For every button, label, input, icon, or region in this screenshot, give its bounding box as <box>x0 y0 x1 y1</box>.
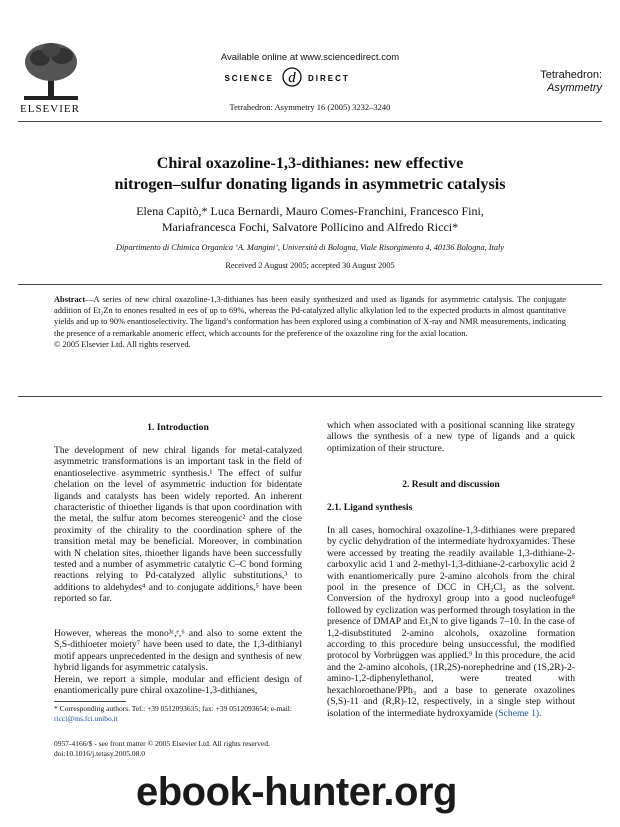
authors-line-2: Mariafrancesca Fochi, Salvatore Pollicino and Alfredo Ricci* <box>161 220 459 234</box>
abstract-top-rule <box>18 284 602 285</box>
ligand-synthesis-paragraph <box>327 525 575 719</box>
authors-line-1: Elena Capitò,* Luca Bernardi, Mauro Comes-Franchini, Francesco Fini, <box>136 204 484 218</box>
svg-text:d: d <box>288 70 296 86</box>
authors <box>0 203 620 235</box>
scheme-1-link[interactable]: (Scheme 1). <box>495 707 542 719</box>
title-line-1: Chiral oxazoline-1,3-dithianes: new effective <box>156 154 464 172</box>
affiliation: Dipartimento di Chimica Organica ‘A. Mangini’, Università di Bologna, Viale Risorgimento 4, 40136 Bologna, Italy <box>116 243 504 252</box>
continued-paragraph: which when associated with a positional scanning like strategy allows the synthesis of a new type of ligands and a quick optimization of their structure. <box>327 420 575 454</box>
journal-name-line2: Asymmetry <box>547 82 602 94</box>
intro-paragraph-2: However, whereas the mono³ᶜ,ᵉ,⁶ and also to some extent the S,S-dithioeter moiety⁷ have been used to date, the 1,3-dithianyl motif appears unprecedented in the design and synthesis of new hybrid ligands for asymmetric catalysis. <box>54 628 302 674</box>
header-rule <box>18 121 602 122</box>
issn-line: 0957-4166/$ - see front matter © 2005 Elsevier Ltd. All rights reserved. <box>54 739 270 748</box>
title-line-2: nitrogen–sulfur donating ligands in asymmetric catalysis <box>114 175 506 193</box>
abstract-text: —A series of new chiral oxazoline-1,3-dithianes has been easily synthesized and used as ligands for asymmetric catalysis. The conjugate addition of Et₂Zn to enones resulted in ees of up to 69%, whereas the Pd-catalyzed allylic alkylation led to the expected products in almost quantitative yields and up to 90% enantioselectivity. The ligand’s conformation has been explored using a combination of X-ray and NMR measurements, indicating the presence of a remarkable anomeric effect, which accounts for the preference of the oxazoline ring for the axial location. <box>54 295 566 338</box>
doi-line: doi:10.1016/j.tetasy.2005.08.0 <box>54 748 145 758</box>
available-online: Available online at www.sciencedirect.com <box>220 52 400 63</box>
footnote-rule <box>54 701 126 702</box>
article-title <box>0 153 620 195</box>
intro-paragraph-1: The development of new chiral ligands for metal-catalyzed asymmetric transformations is an important task in the field of enantioselective asymmetric synthesis.¹ The effect of sulfur chelation on the level of asymmetric induction for bidentate ligands and catalysts has been widely reported. An inherent characteristic of thioether ligands is that upon coordination with the metal, the sulfur atom becomes stereogenic² and the close proximity of the chirality to the coordination sphere of the transition metal may be beneficial. Moreover, in combination with N chelation sites, thioether ligands have been successfully tested and a number of asymmetric catalytic C–C bond forming reactions relying to Pd-catalyzed allylic substitutions,³ to additions to aldehydes⁴ and to conjugate additions,⁵ have been reported so far. <box>54 445 302 605</box>
journal-name-line1: Tetrahedron: <box>540 69 602 81</box>
watermark: ebook-hunter.org <box>136 770 457 814</box>
email-link[interactable]: ricci@ms.fci.unibo.it <box>54 713 118 723</box>
journal-reference: Tetrahedron: Asymmetry 16 (2005) 3232–3240 <box>229 102 391 112</box>
corresponding-author-footnote <box>54 704 302 723</box>
sciencedirect-logo <box>224 66 390 88</box>
publisher-name: ELSEVIER <box>20 103 80 115</box>
abstract-label: Abstract <box>54 295 86 304</box>
section-heading-introduction: 1. Introduction <box>147 422 209 433</box>
front-matter <box>54 739 354 758</box>
sd-left-text: SCIENCE <box>224 74 274 83</box>
section-heading-results: 2. Result and discussion <box>402 479 500 490</box>
intro-paragraph-3: Herein, we report a simple, modular and efficient design of enantiomerically pure chiral oxazoline-1,3-dithianes, <box>54 674 302 697</box>
journal-name <box>540 69 602 95</box>
footnote-text: * Corresponding authors. Tel.: +39 0512093635; fax: +39 0512093654; e-mail: <box>54 704 292 713</box>
sd-right-text: DIRECT <box>308 74 350 83</box>
subsection-heading-ligand-synthesis: 2.1. Ligand synthesis <box>327 502 413 513</box>
abstract-bottom-rule <box>18 396 602 397</box>
ligand-synthesis-text: In all cases, homochiral oxazoline-1,3-dithianes were prepared by cyclic dehydration of the intermediate hydroxyamides. These were accessed by treating the readily available 1,3-dithiane-2-carboxylic acid 1 and 2-methyl-1,3-dithiane-2-carboxylic acid 2 with enantiomerically pure 2-amino alcohols from the chiral pool in the presence of DCC in CH₂Cl₂ as the solvent. Conversion of the hydroxyl group into a good nucleofuge⁸ followed by cyclization was performed through tosylation in the presence of DMAP and Et₃N to give ligands 7–10. In the case of 1,2-disubstituted 2-amino alcohols, oxazoline formation according to this procedure being unsuccessful, the modified protocol by Vorbrüggen was applied.⁹ In this procedure, the acid and the 2-amino alcohols, (1R,2S)-norephedrine and (1S,2R)-2-amino-1,2-diphenylethanol, were treated with hexachloroethane/PPh₃ and a base to generate oxazolines (S,S)-11 and (R,R)-12, respectively, in a single step without isolation of the intermediate hydroxyamide <box>327 525 575 719</box>
elsevier-tree-logo <box>20 40 82 102</box>
received-dates: Received 2 August 2005; accepted 30 August 2005 <box>225 261 395 270</box>
abstract <box>54 294 566 350</box>
abstract-copyright: © 2005 Elsevier Ltd. All rights reserved. <box>54 339 191 349</box>
